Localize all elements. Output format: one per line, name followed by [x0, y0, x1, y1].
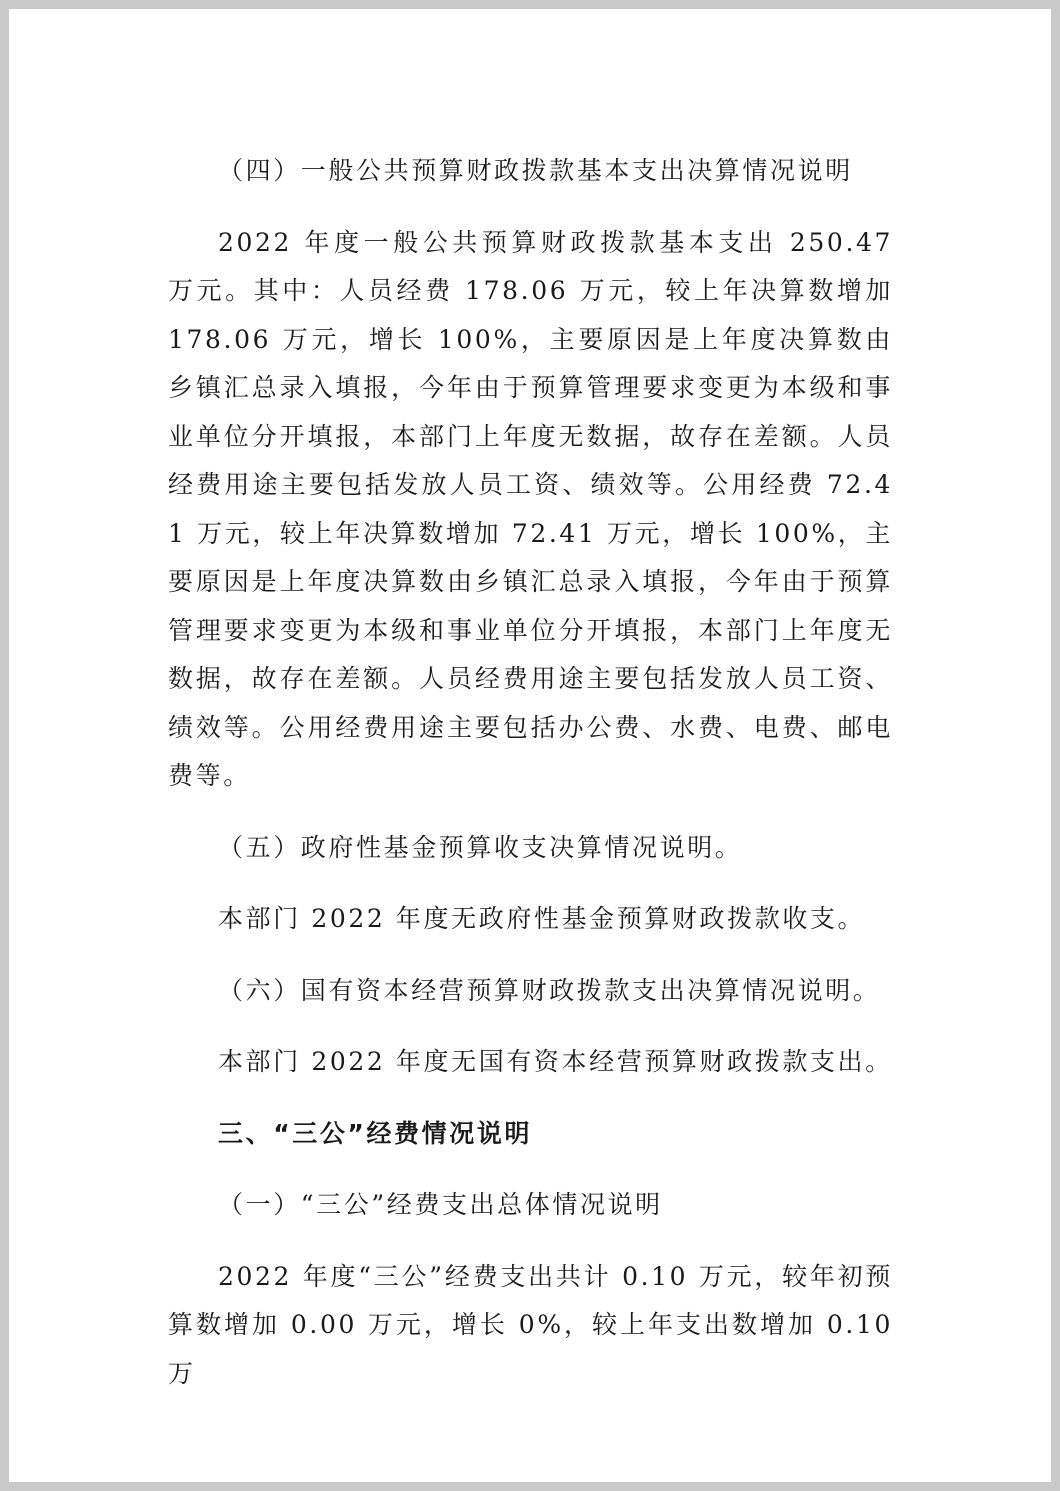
paragraph-basic-expenditure: 2022 年度一般公共预算财政拨款基本支出 250.47 万元。其中：人员经费 178.06 万元，较上年决算数增加 178.06 万元，增长 100%，主要原因是上年度决算数由乡镇汇总录入填报，今年由于预算管理要求变更为本级和事业单位分开填报，本部门上年度无数据，故存在差额。人员经费用途主要包括发放人员工资、绩效等。公用经费 72.41 万元，较上年决算数增加 72.41 万元，增长 100%，主要原因是上年度决算数由乡镇汇总录入填报，今年由于预算管理要求变更为本级和事业单位分开填报，本部门上年度无数据，故存在差额。人员经费用途主要包括发放人员工资、绩效等。公用经费用途主要包括办公费、水费、电费、邮电费等。 [168, 227, 893, 790]
heading-government-fund: （五）政府性基金预算收支决算情况说明。 [218, 832, 743, 862]
paragraph-three-public-overall: 2022 年度“三公”经费支出共计 0.10 万元，较年初预算数增加 0.00 万元，增长 0%，较上年支出数增加 0.10 万 [168, 1261, 893, 1388]
heading-three-public: 三、“三公”经费情况说明 [218, 1118, 533, 1148]
document-page [9, 9, 1051, 1482]
paragraph-state-capital: 本部门 2022 年度无国有资本经营预算财政拨款支出。 [218, 1047, 893, 1076]
paragraph-government-fund: 本部门 2022 年度无政府性基金预算财政拨款收支。 [218, 904, 866, 933]
heading-state-capital: （六）国有资本经营预算财政拨款支出决算情况说明。 [218, 975, 881, 1005]
heading-general-budget-basic-expenditure: （四）一般公共预算财政拨款基本支出决算情况说明 [218, 156, 853, 185]
heading-three-public-overall: （一）“三公”经费支出总体情况说明 [218, 1190, 663, 1219]
document-body [168, 147, 893, 1398]
